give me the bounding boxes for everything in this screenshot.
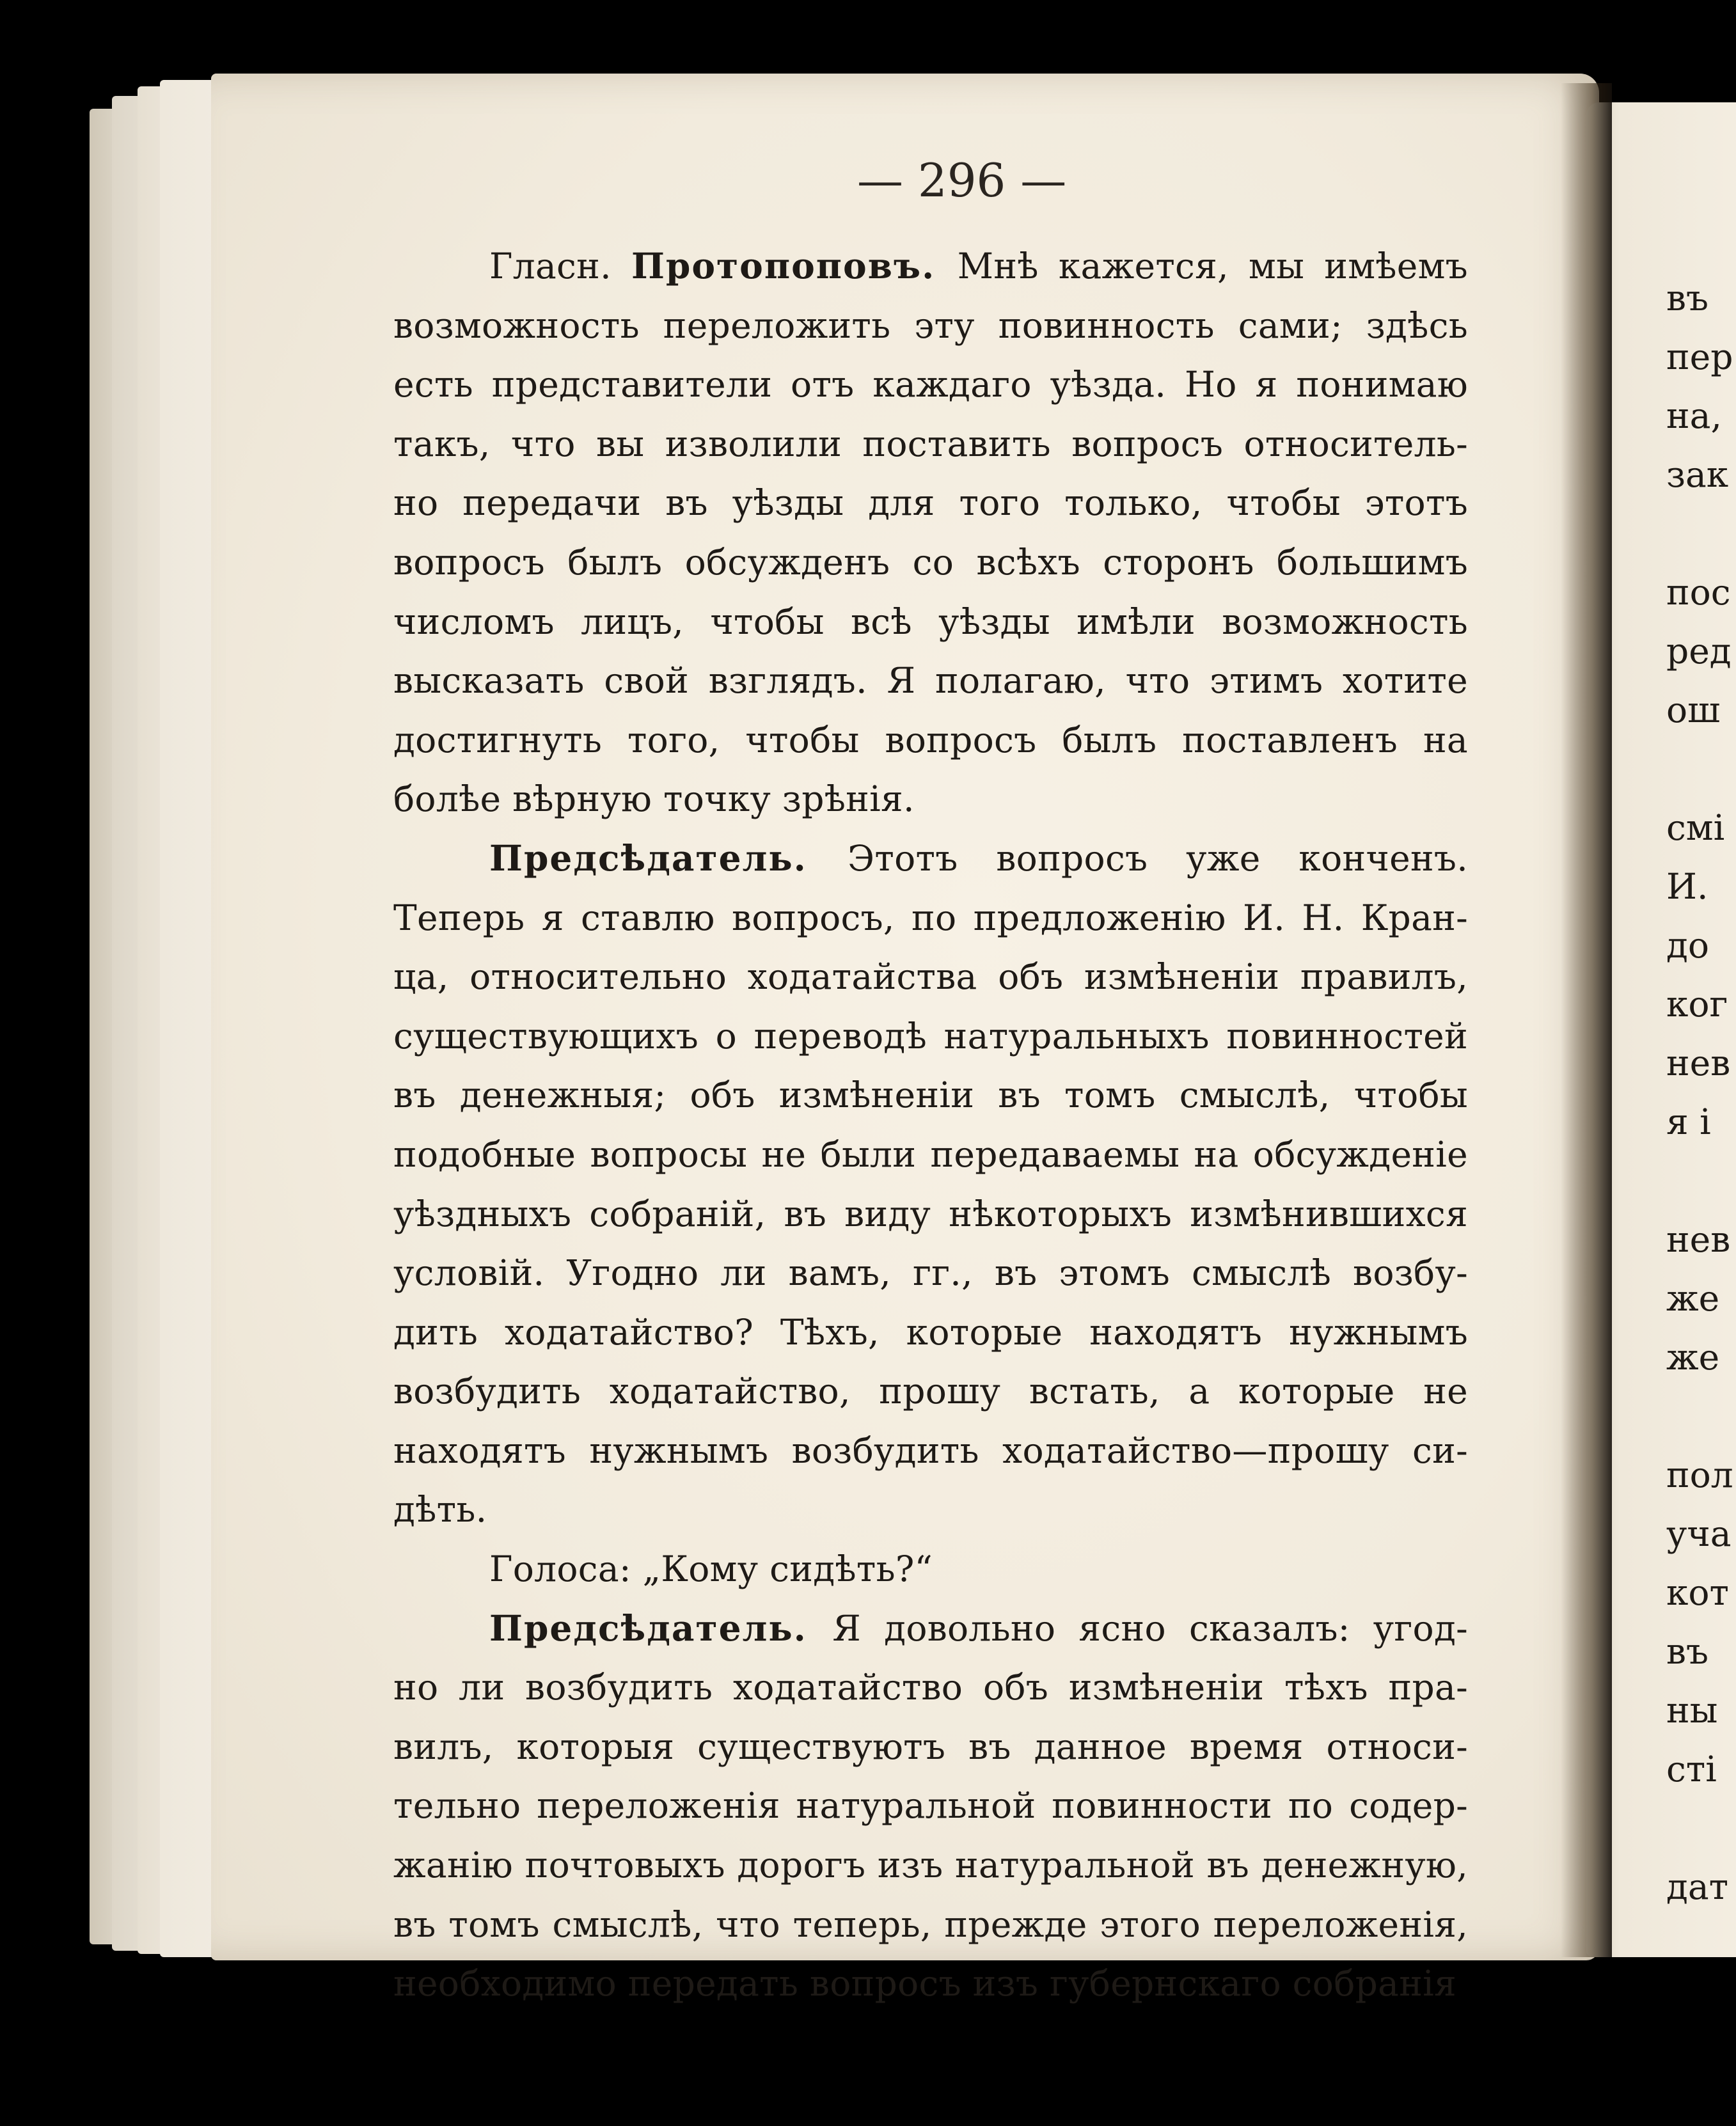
right-page-line: зак bbox=[1666, 454, 1729, 495]
right-page-line: ны bbox=[1666, 1690, 1718, 1731]
first-line-text: Я довольно ясно сказалъ: угод- bbox=[832, 1607, 1468, 1649]
right-page-line bbox=[1666, 739, 1736, 798]
right-page-line: въ bbox=[1666, 278, 1708, 319]
text-line: тельно переложенія натуральной повинности по содер- bbox=[393, 1785, 1468, 1827]
right-page-line: ког bbox=[1666, 984, 1728, 1025]
right-page-line bbox=[1666, 504, 1736, 563]
right-page-line bbox=[1666, 1799, 1736, 1857]
right-page-line: я і bbox=[1666, 1101, 1711, 1142]
speaker-name: Протопоповъ. bbox=[631, 245, 958, 287]
right-page-line: И. bbox=[1666, 866, 1708, 907]
text-line: подобные вопросы не были передаваемы на обсужденіе bbox=[393, 1133, 1468, 1175]
text-line: дить ходатайство? Тѣхъ, которые находятъ нужнымъ bbox=[393, 1311, 1468, 1353]
text-line: въ томъ смыслѣ, что теперь, прежде этого переложенія, bbox=[393, 1903, 1468, 1945]
text-line: но ли возбудить ходатайство объ измѣненіи тѣхъ пра- bbox=[393, 1667, 1468, 1708]
text-line: но передачи въ уѣзды для того только, чтобы этотъ bbox=[393, 482, 1468, 524]
right-page-line: уча bbox=[1666, 1513, 1732, 1554]
paragraph bbox=[393, 1539, 1468, 1599]
speaker-name: Предсѣдатель. bbox=[489, 1607, 833, 1649]
text-line bbox=[393, 1539, 1468, 1599]
right-page-line: въ bbox=[1666, 1631, 1708, 1672]
speaker-name: Предсѣдатель. bbox=[489, 837, 848, 879]
paragraph bbox=[393, 829, 1468, 1539]
text-line: вилъ, которыя существуютъ въ данное время относи- bbox=[393, 1726, 1468, 1767]
right-page-line: ош bbox=[1666, 689, 1721, 730]
book-gutter bbox=[1561, 83, 1612, 1957]
text-line: въ денежныя; объ измѣненіи въ томъ смыслѣ, чтобы bbox=[393, 1075, 1468, 1116]
text-line: существующихъ о переводѣ натуральныхъ повинностей bbox=[393, 1015, 1468, 1057]
right-page-text bbox=[1666, 269, 1736, 1916]
right-page-line: сті bbox=[1666, 1749, 1717, 1790]
right-page-line bbox=[1666, 1151, 1736, 1210]
page-text bbox=[393, 237, 1468, 2013]
right-page-line: нев bbox=[1666, 1043, 1731, 1083]
text-line: дѣть. bbox=[393, 1489, 487, 1531]
text-line: есть представители отъ каждаго уѣзда. Но я понимаю bbox=[393, 364, 1468, 406]
right-page-line: смі bbox=[1666, 807, 1725, 848]
right-page-line: же bbox=[1666, 1278, 1720, 1319]
right-page-line: пос bbox=[1666, 572, 1731, 613]
text-line bbox=[393, 829, 1468, 888]
text-line: возможность переложить эту повинность сами; здѣсь bbox=[393, 304, 1468, 346]
right-page-line: ред bbox=[1666, 631, 1732, 672]
text-line: уѣздныхъ собраній, въ виду нѣкоторыхъ измѣнившихся bbox=[393, 1193, 1468, 1234]
text-line: жанію почтовыхъ дорогъ изъ натуральной въ денежную, bbox=[393, 1845, 1468, 1886]
text-line: условій. Угодно ли вамъ, гг., въ этомъ смыслѣ возбу- bbox=[393, 1252, 1468, 1294]
right-page-line: же bbox=[1666, 1337, 1720, 1378]
text-line: находятъ нужнымъ возбудить ходатайство—прошу си- bbox=[393, 1429, 1468, 1471]
text-line: достигнуть того, чтобы вопросъ былъ поставленъ на bbox=[393, 719, 1468, 760]
text-line bbox=[393, 1599, 1468, 1658]
text-line: Теперь я ставлю вопросъ, по предложенію И. Н. Кран- bbox=[393, 897, 1468, 938]
right-page-line: пол bbox=[1666, 1454, 1733, 1495]
right-page-line: на, bbox=[1666, 395, 1722, 436]
right-page-line: нев bbox=[1666, 1219, 1731, 1260]
right-page-line: дат bbox=[1666, 1866, 1729, 1907]
text-line: необходимо передать вопросъ изъ губернскаго собранія bbox=[393, 1963, 1457, 2004]
first-line-text: Этотъ вопросъ уже конченъ. bbox=[848, 837, 1468, 879]
paragraph bbox=[393, 237, 1468, 829]
text-line: болѣе вѣрную точку зрѣнія. bbox=[393, 778, 915, 820]
text-line: ца, относительно ходатайства объ измѣненіи правилъ, bbox=[393, 956, 1468, 998]
text-line: числомъ лицъ, чтобы всѣ уѣзды имѣли возможность bbox=[393, 601, 1468, 642]
first-line-text: Мнѣ кажется, мы имѣемъ bbox=[957, 246, 1468, 287]
right-page-line: до bbox=[1666, 925, 1709, 966]
paragraph bbox=[393, 1599, 1468, 2013]
right-page-line: пер bbox=[1666, 336, 1733, 377]
text-line: вопросъ былъ обсужденъ со всѣхъ сторонъ большимъ bbox=[393, 541, 1468, 583]
speaker-prefix: Гласн. bbox=[489, 246, 631, 287]
first-line-text: Голоса: „Кому сидѣть?“ bbox=[489, 1548, 933, 1590]
text-line bbox=[393, 237, 1468, 296]
right-page-line: кот bbox=[1666, 1572, 1729, 1613]
text-line: такъ, что вы изволили поставить вопросъ относитель- bbox=[393, 423, 1468, 464]
text-line: высказать свой взглядъ. Я полагаю, что этимъ хотите bbox=[393, 660, 1468, 702]
right-page-line bbox=[1666, 1387, 1736, 1445]
text-line: возбудить ходатайство, прошу встать, а которые не bbox=[393, 1371, 1468, 1412]
page-number: — 296 — bbox=[857, 154, 1067, 207]
